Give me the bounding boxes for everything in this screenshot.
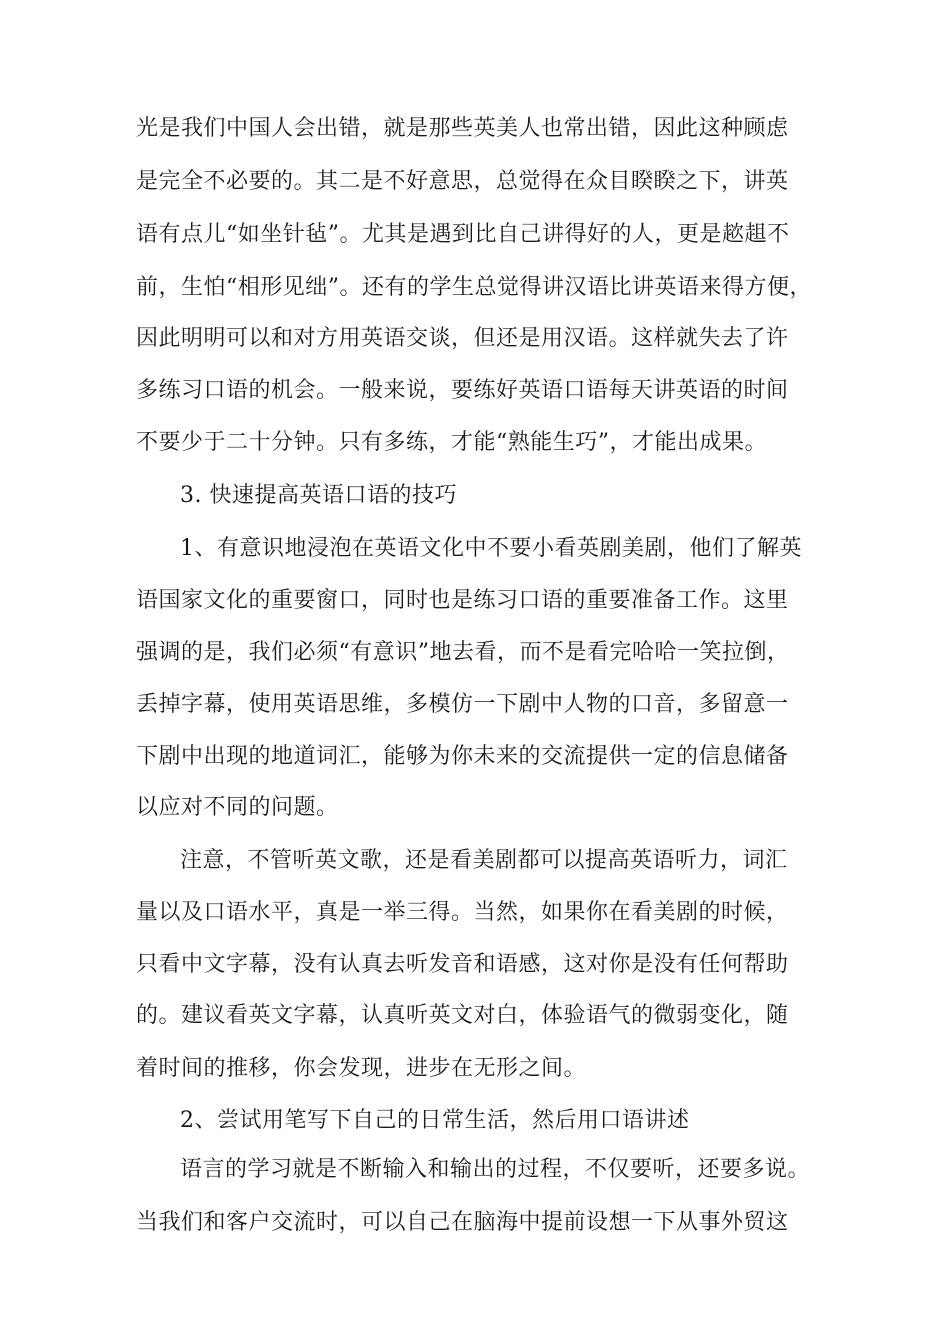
text-line: 量以及口语水平，真是一举三得。当然，如果你在看美剧的时候， [136, 900, 789, 925]
text-line: 光是我们中国人会出错，就是那些英美人也常出错，因此这种顾虑 [136, 116, 789, 141]
text-line: 语有点儿“如坐针毡”。尤其是遇到比自己讲得好的人，更是趑趄不 [136, 222, 790, 247]
text-line: 语国家文化的重要窗口，同时也是练习口语的重要准备工作。这里 [136, 588, 789, 613]
text-line: 1、有意识地浸泡在英语文化中不要小看英剧美剧，他们了解英 [180, 536, 802, 561]
text-line: 多练习口语的机会。一般来说，要练好英语口语每天讲英语的时间 [136, 378, 789, 403]
text-line: 着时间的推移，你会发现，进步在无形之间。 [136, 1056, 587, 1081]
text-line: 前，生怕“相形见绌”。还有的学生总觉得讲汉语比讲英语来得方便， [136, 275, 812, 300]
text-line: 丢掉字幕，使用英语思维，多模仿一下剧中人物的口音，多留意一 [136, 692, 789, 717]
text-line: 注意，不管听英文歌，还是看美剧都可以提高英语听力，词汇 [180, 848, 788, 873]
text-line: 不要少于二十分钟。只有多练，才能“熟能生巧”，才能出成果。 [136, 430, 767, 455]
text-line: 下剧中出现的地道词汇，能够为你未来的交流提供一定的信息储备 [136, 744, 789, 769]
text-line: 当我们和客户交流时，可以自己在脑海中提前设想一下从事外贸这 [136, 1210, 789, 1235]
section-heading: 2、尝试用笔写下自己的日常生活，然后用口语讲述 [180, 1108, 690, 1133]
text-line: 强调的是，我们必须“有意识”地去看，而不是看完哈哈一笑拉倒， [136, 640, 790, 665]
text-line: 以应对不同的问题。 [136, 795, 339, 820]
text-line: 的。建议看英文字幕，认真听英文对白，体验语气的微弱变化，随 [136, 1003, 789, 1028]
section-heading: 3. 快速提高英语口语的技巧 [180, 483, 457, 508]
text-line: 只看中文字幕，没有认真去听发音和语感，这对你是没有任何帮助 [136, 952, 789, 977]
text-line: 是完全不必要的。其二是不好意思，总觉得在众目睽睽之下，讲英 [136, 169, 789, 194]
text-line: 因此明明可以和对方用英语交谈，但还是用汉语。这样就失去了许 [136, 326, 789, 351]
text-line: 语言的学习就是不断输入和输出的过程，不仅要听，还要多说。 [180, 1157, 811, 1182]
